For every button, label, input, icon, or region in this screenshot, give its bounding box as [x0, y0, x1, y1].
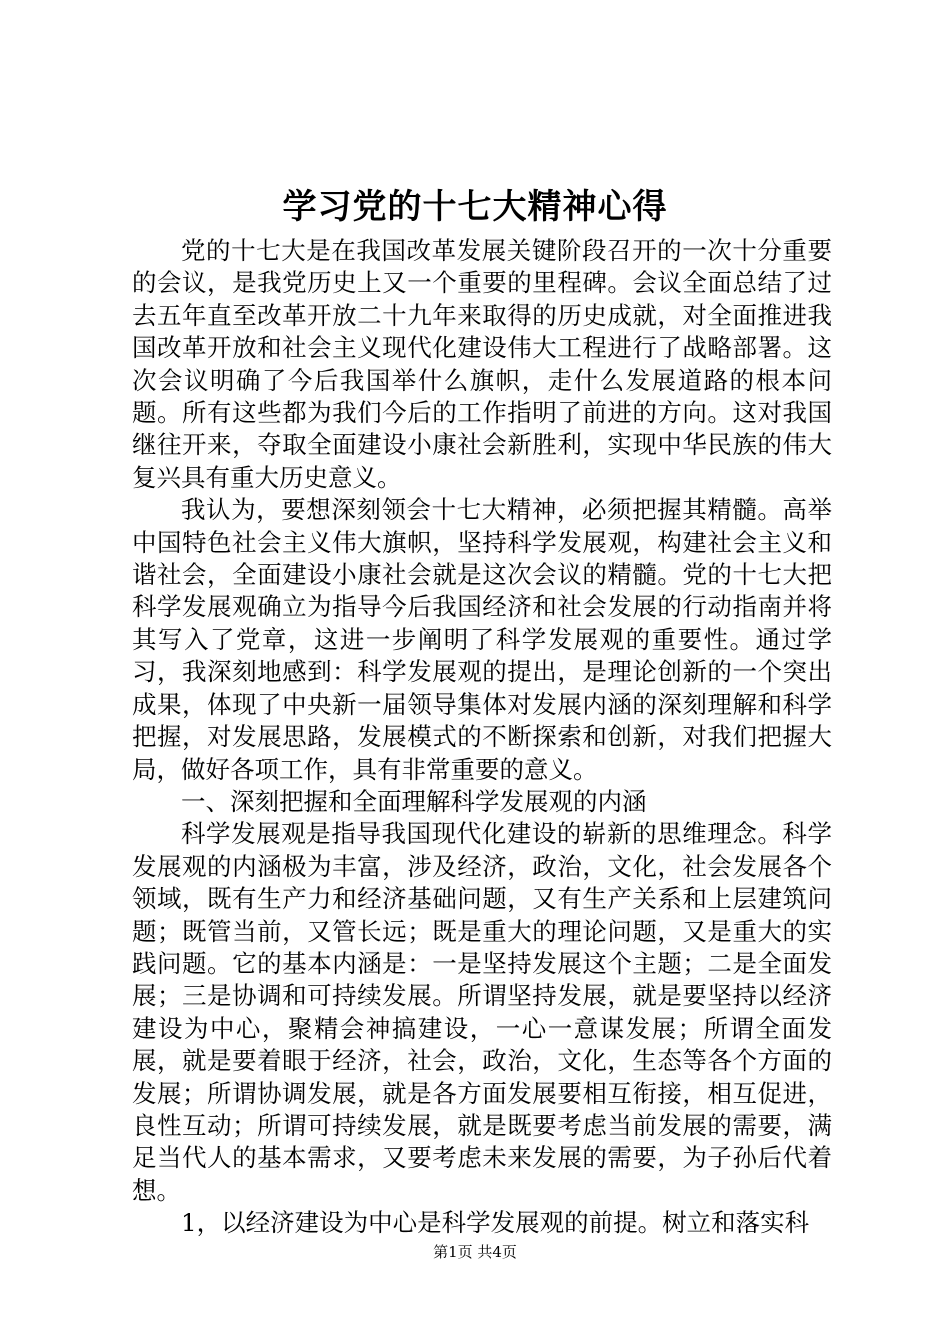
- paragraph-understanding: 我认为，要想深刻领会十七大精神，必须把握其精髓。高举中国特色社会主义伟大旗帜，坚持科学发展观，构建社会主义和谐社会，全面建设小康社会就是这次会议的精髓。党的十七大把科学发展观确立为指导今后我国经济和社会发展的行动指南并将其写入了党章，这进一步阐明了科学发展观的重要性。通过学习，我深刻地感到：科学发展观的提出，是理论创新的一个突出成果，体现了中央新一届领导集体对发展内涵的深刻理解和科学把握，对发展思路，发展模式的不断探索和创新，对我们把握大局，做好各项工作，具有非常重要的意义。: [132, 495, 832, 784]
- document-title: 学习党的十七大精神心得: [282, 187, 668, 227]
- paragraph-point-1: 1，以经济建设为中心是科学发展观的前提。树立和落实科: [181, 1208, 810, 1238]
- paragraph-intro: 党的十七大是在我国改革发展关键阶段召开的一次十分重要的会议，是我党历史上又一个重要的里程碑。会议全面总结了过去五年直至改革开放二十九年来取得的历史成就，对全面推进我国改革开放和社会主义现代化建设伟大工程进行了战略部署。这次会议明确了今后我国举什么旗帜，走什么发展道路的根本问题。所有这些都为我们今后的工作指明了前进的方向。这对我国继往开来，夺取全面建设小康社会新胜利，实现中华民族的伟大复兴具有重大历史意义。: [132, 236, 832, 492]
- section-heading-1: 一、深刻把握和全面理解科学发展观的内涵: [181, 786, 647, 816]
- page-number-footer: 第1页 共4页: [433, 1243, 517, 1261]
- document-body: [132, 235, 832, 1240]
- paragraph-connotation: 科学发展观是指导我国现代化建设的崭新的思维理念。科学发展观的内涵极为丰富，涉及经济，政治，文化，社会发展各个领域，既有生产力和经济基础问题，又有生产关系和上层建筑问题；既管当前，又管长远；既是重大的理论问题，又是重大的实践问题。它的基本内涵是：一是坚持发展这个主题；二是全面发展；三是协调和可持续发展。所谓坚持发展，就是要坚持以经济建设为中心，聚精会神搞建设，一心一意谋发展；所谓全面发展，就是要着眼于经济，社会，政治，文化，生态等各个方面的发展；所谓协调发展，就是各方面发展要相互衔接，相互促进，良性互动；所谓可持续发展，就是既要考虑当前发展的需要，满足当代人的基本需求，又要考虑未来发展的需要，为子孙后代着想。: [132, 819, 832, 1205]
